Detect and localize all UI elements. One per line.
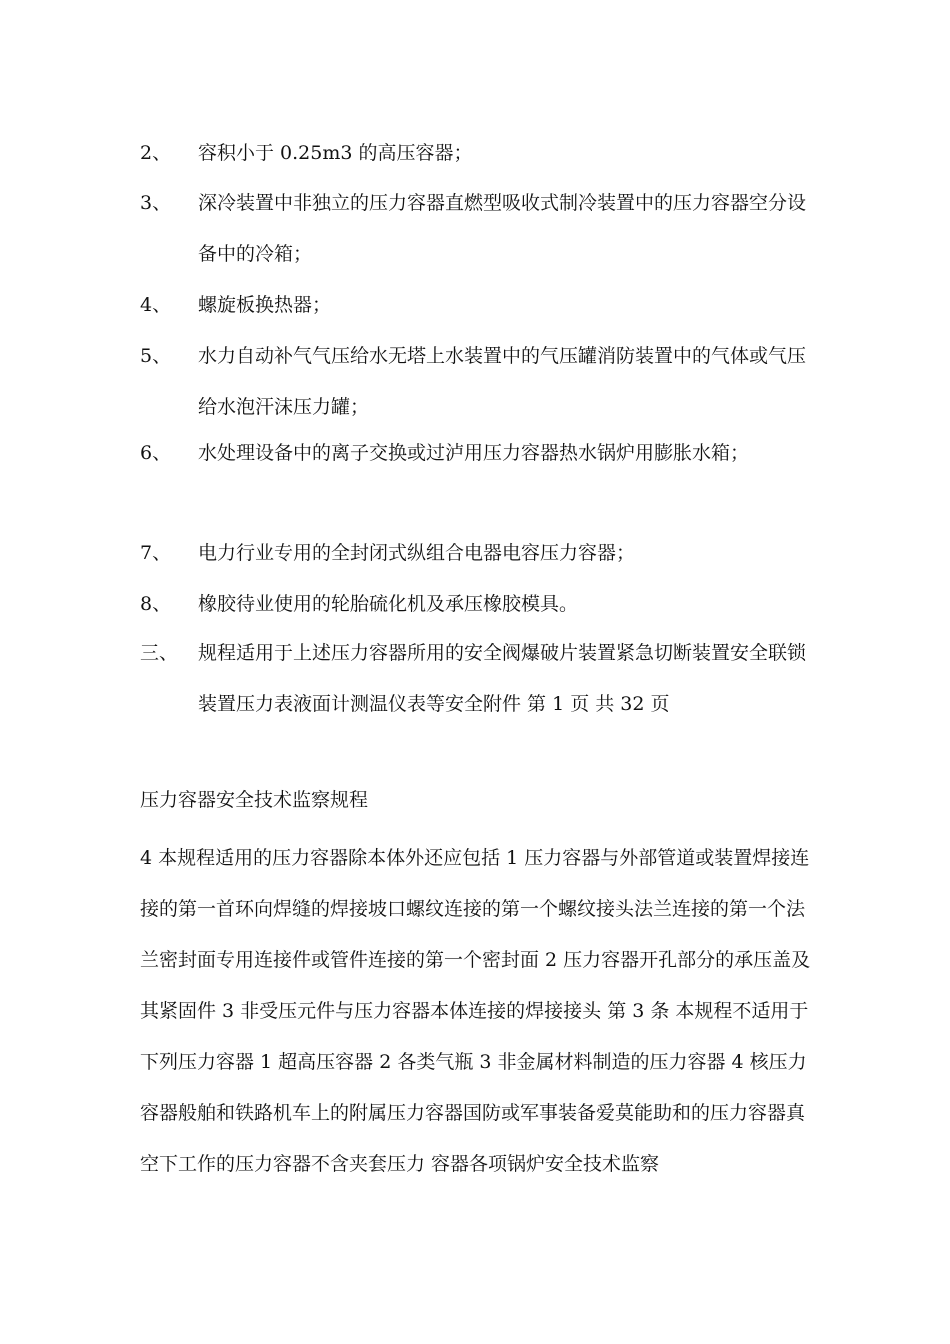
list-item-number: 2、 [140,142,172,164]
list-item-text: 规程适用于上述压力容器所用的安全阀爆破片装置紧急切断装置安全联锁装置压力表液面计测温仪表等安全附件 第 1 页 共 32 页 [198,642,807,715]
list-item-text: 水力自动补气气压给水无塔上水装置中的气压罐消防装置中的气体或气压给水泡汗沫压力罐； [198,345,807,418]
list-item-text: 螺旋板换热器； [198,294,332,316]
list-item-text: 深冷装置中非独立的压力容器直燃型吸收式制冷装置中的压力容器空分设备中的冷箱； [198,192,807,265]
list-item-number: 4、 [140,294,172,316]
list-item-number: 5、 [140,345,172,367]
list-item-number: 3、 [140,192,172,214]
list-item-text: 橡胶待业使用的轮胎硫化机及承压橡胶模具。 [198,593,579,615]
list-item-number: 7、 [140,542,172,564]
section-title: 压力容器安全技术监察规程 [140,789,369,811]
list-item-text: 水处理设备中的离子交换或过泸用压力容器热水锅炉用膨胀水箱； [198,442,750,464]
list-item-number: 三、 [140,642,179,664]
body-paragraph: 4 本规程适用的压力容器除本体外还应包括 1 压力容器与外部管道或装置焊接连接的第一首环向焊缝的焊接坡口螺纹连接的第一个螺纹接头法兰连接的第一个法兰密封面专用连接件或管件连接的第一个密封面 2 压力容器开孔部分的承压盖及其紧固件 3 非受压元件与压力容器本体连接的焊接接头 第 3 条 本规程不适用于下列压力容器 1 超高压容器 2 各类气瓶 3 非金属材料制造的压力容器 4 核压力容器般舶和铁路机车上的附属压力容器国防或军事装备爱莫能助和的压力容器真空下工作的压力容器不含夹套压力 容器各项锅炉安全技术监察 [140,847,811,1175]
list-item-number: 8、 [140,593,172,615]
list-item-number: 6、 [140,442,172,464]
list-item-text: 容积小于 0.25m3 的高压容器； [198,142,473,164]
list-item-text: 电力行业专用的全封闭式纵组合电器电容压力容器； [198,542,636,564]
